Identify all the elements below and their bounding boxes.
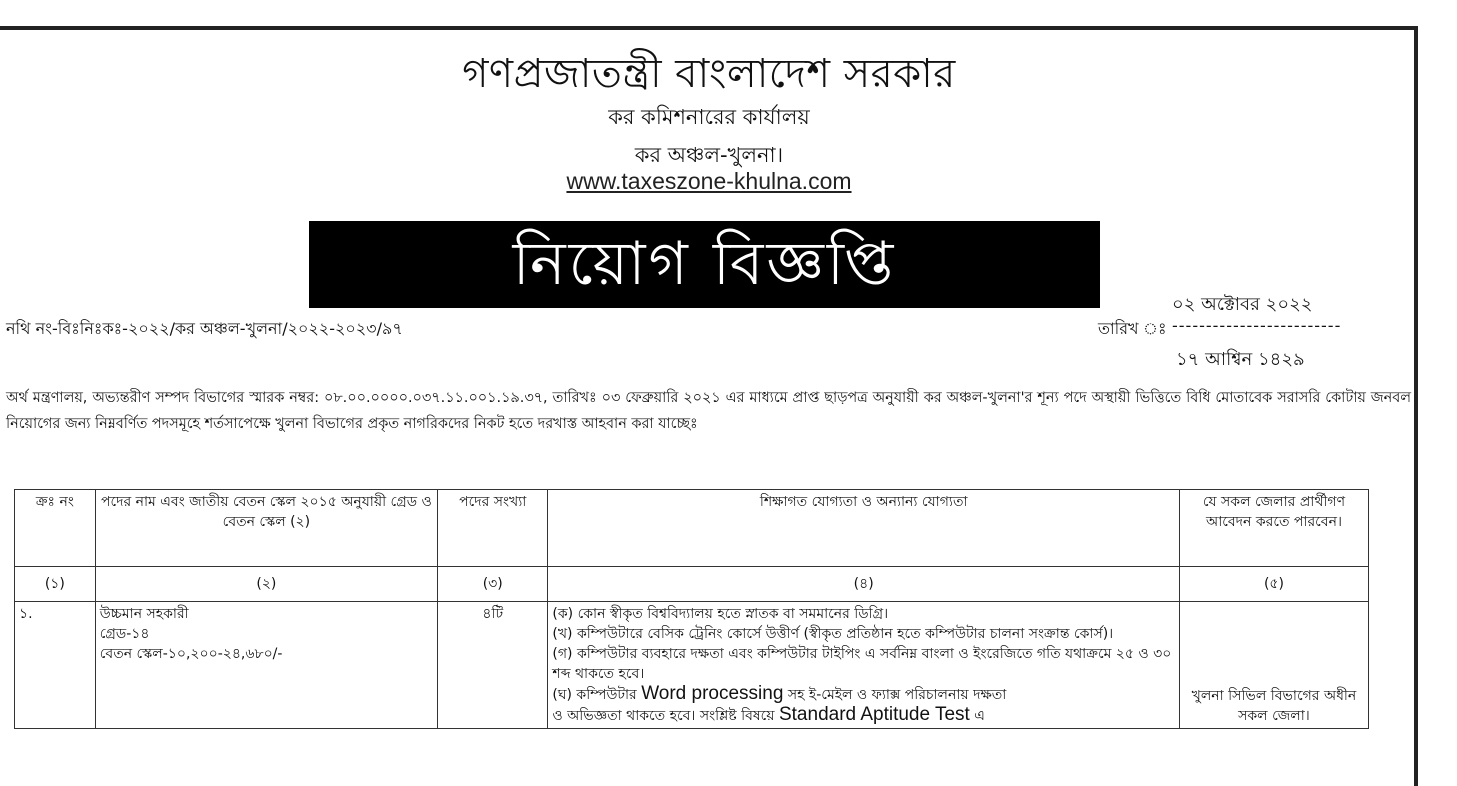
column-number: (২): [95, 567, 437, 602]
date-label: তারিখ ঃ: [1098, 319, 1167, 338]
row-post-count: ৪টি: [438, 602, 548, 729]
government-title: গণপ্রজাতন্ত্রী বাংলাদেশ সরকার: [462, 51, 956, 97]
website-link[interactable]: www.taxeszone-khulna.com: [566, 168, 852, 194]
qualification-d-suffix: সহ ই-মেইল ও ফ্যাক্স পরিচালনায় দক্ষতা: [787, 687, 1007, 703]
qualification-d-line2-prefix: ও অভিজ্ঞতা থাকতে হবে। সংশ্লিষ্ট বিষয়ে: [552, 708, 775, 724]
posts-table: [14, 489, 1369, 729]
header-post-count: পদের সংখ্যা: [438, 490, 548, 567]
header-districts: যে সকল জেলার প্রার্থীগণ আবেদন করতে পারবেন।: [1179, 490, 1368, 567]
table-row: [15, 602, 1369, 729]
qualification-item: (গ) কম্পিউটার ব্যবহারে দক্ষতা এবং কম্পিউটার টাইপিং এ সর্বনিম্ন বাংলা ও ইংরেজিতে গতি যথাক্রমে ২৫ ও ৩০ শব্দ থাকতে হবে।: [552, 646, 1172, 682]
table-header-row: [15, 490, 1369, 567]
post-name: উচ্চমান সহকারী: [99, 606, 189, 622]
memo-number: নথি নং-বিঃনিঃকঃ-২০২২/কর অঞ্চল-খুলনা/২০২২-২০২৩/৯৭: [6, 319, 403, 338]
column-number: (৪): [548, 567, 1180, 602]
qualification-d-prefix: (ঘ) কম্পিউটার: [552, 687, 637, 703]
office-name: কর কমিশনারের কার্যালয়: [608, 105, 810, 129]
qualification-item: (খ) কম্পিউটারে বেসিক ট্রেনিং কোর্সে উত্তীর্ণ (স্বীকৃত প্রতিষ্ঠান হতে কম্পিউটার চালনা সংক্রান্ত কোর্স)।: [552, 626, 1114, 642]
zone-name: কর অঞ্চল-খুলনা।: [634, 143, 784, 167]
date-english: ০২ অক্টোবর ২০২২: [1172, 294, 1313, 315]
column-number: (১): [15, 567, 96, 602]
recruitment-notice-banner: নিয়োগ বিজ্ঞপ্তি: [309, 221, 1100, 308]
qualification-item: (ক) কোন স্বীকৃত বিশ্ববিদ্যালয় হতে স্নাতক বা সমমানের ডিগ্রি।: [552, 606, 889, 622]
qualification-d-line2-english: Standard Aptitude Test: [778, 704, 970, 725]
intro-paragraph: অর্থ মন্ত্রণালয়, অভ্যন্তরীণ সম্পদ বিভাগের স্মারক নম্বর: ০৮.০০.০০০০.০৩৭.১১.০০১.১৯.৩৭, তারিখঃ ০৩ ফেব্রুয়ারি ২০২১ এর মাধ্যমে প্রাপ্ত ছাড়পত্র অনুযায়ী কর অঞ্চল-খুলনা'র শূন্য পদে অস্থায়ী ভিত্তিতে বিধি মোতাবেক সরাসরি কোটায় জনবল নিয়োগের জন্য নিম্নবর্ণিত পদসমূহে শর্তসাপেক্ষে খুলনা বিভাগের প্রকৃত নাগরিকদের নিকট হতে দরখাস্ত আহবান করা যাচ্ছেঃ: [6, 390, 1411, 432]
column-number-row: [15, 567, 1369, 602]
row-post-details: [95, 602, 437, 729]
post-pay-scale: বেতন স্কেল-১০,২০০-২৪,৬৮০/-: [99, 646, 283, 662]
column-number: (৩): [438, 567, 548, 602]
row-qualifications: [548, 602, 1180, 729]
date-bangla: ১৭ আশ্বিন ১৪২৯: [1176, 349, 1305, 370]
date-divider: -------------------------: [1172, 316, 1342, 335]
row-serial: ১.: [15, 602, 96, 729]
qualification-item: [552, 684, 1175, 705]
header-post-name: পদের নাম এবং জাতীয় বেতন স্কেল ২০১৫ অনুযায়ী গ্রেড ও বেতন স্কেল (২): [95, 490, 437, 567]
qualification-d-line2-suffix: এ: [974, 708, 985, 724]
header-qualification: শিক্ষাগত যোগ্যতা ও অন্যান্য যোগ্যতা: [548, 490, 1180, 567]
header-serial: ক্রঃ নং: [15, 490, 96, 567]
row-districts: খুলনা সিভিল বিভাগের অধীন সকল জেলা।: [1179, 602, 1368, 729]
post-grade: গ্রেড-১৪: [99, 626, 150, 642]
qualification-d-english: Word processing: [641, 683, 784, 704]
column-number: (৫): [1179, 567, 1368, 602]
qualification-item: [552, 705, 1175, 726]
